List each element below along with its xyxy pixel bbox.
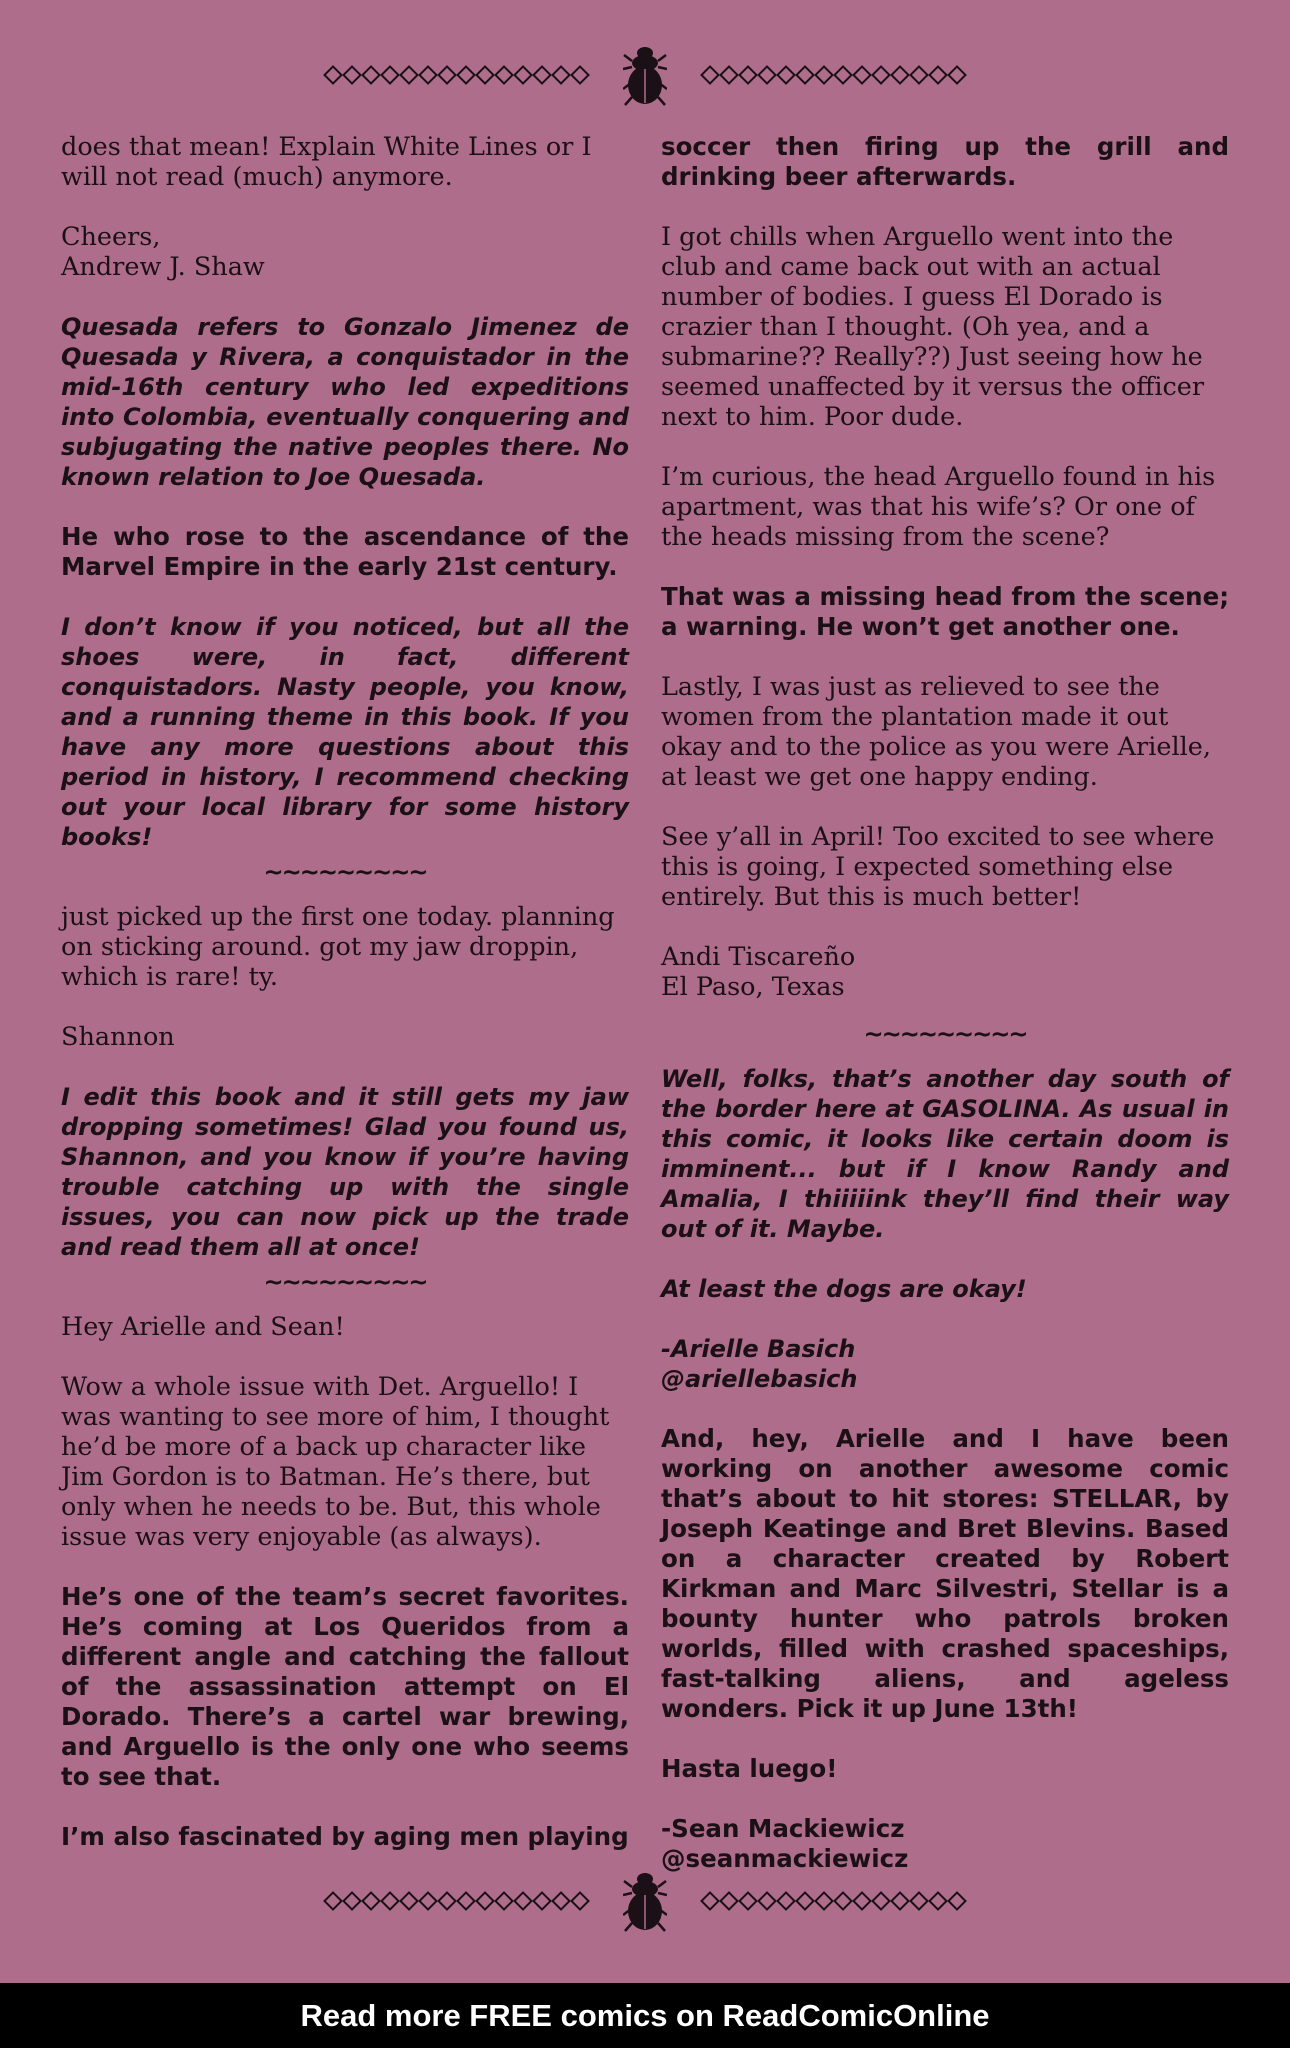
editor-reply: Quesada refers to Gonzalo Jimenez de Quesada y Rivera, a conquistador in the mid-16th century who led expeditions into Colombia, eventually conquering and subjugating the native peoples there. No known relation to Joe Quesada.	[61, 313, 629, 491]
bottom-ornament	[0, 1856, 1290, 1946]
editor-reply: Hasta luego!	[661, 1754, 838, 1783]
editor-reply: And, hey, Arielle and I have been working on another awesome comic that’s about to hit stores: STELLAR, by Joseph Keatinge and Bret Blevins. Based on a character created by Robert Kirkman and Marc Silvestri, Stellar is a bounty hunter who patrols broken worlds, filled with crashed spaceships, fast-talking aliens, and ageless wonders. Pick it up June 13th!	[661, 1424, 1229, 1723]
promo-banner-text[interactable]: Read more FREE comics on ReadComicOnline	[300, 1997, 990, 2033]
letter-text: I’m curious, the head Arguello found in his apartment, was that his wife’s? Or one of the heads missing from the scene?	[661, 462, 1216, 552]
diamond-chain-left	[324, 1894, 589, 1908]
editor-handle: @seanmackiewicz	[661, 1844, 909, 1873]
editor-reply: At least the dogs are okay!	[661, 1275, 1027, 1303]
letter-text: just picked up the first one today. planning on sticking around. got my jaw droppin, which is rare! ty.	[61, 902, 615, 992]
section-separator: ~~~~~~~~~	[863, 1020, 1027, 1048]
letter-author: Shannon	[61, 1022, 175, 1052]
letter-text: See y’all in April! Too excited to see where this is going, I expected something else entirely. But this is much better!	[661, 822, 1215, 912]
section-separator: ~~~~~~~~~	[263, 858, 427, 886]
left-column	[61, 132, 629, 1882]
editor-reply: He’s one of the team’s secret favorites. He’s coming at Los Queridos from a different angle and catching the fallout of the assassination attempt on El Dorado. There’s a cartel war brewing, and Arguello is the only one who seems to see that.	[61, 1582, 629, 1791]
letter-signoff: Cheers,	[61, 222, 161, 252]
editor-reply: He who rose to the ascendance of the Marvel Empire in the early 21st century.	[61, 522, 629, 581]
editor-reply: I’m also fascinated by aging men playing	[61, 1822, 629, 1851]
editor-signature: -Arielle Basich	[661, 1335, 856, 1363]
top-ornament	[0, 30, 1290, 120]
letter-text: Wow a whole issue with Det. Arguello! I was wanting to see more of him, I thought he’d be more of a back up character like Jim Gordon is to Batman. He’s there, but only when he needs to be. But, this whole issue was very enjoyable (as always).	[61, 1372, 610, 1552]
editor-reply: soccer then firing up the grill and drinking beer afterwards.	[661, 132, 1229, 191]
editor-reply: I don’t know if you noticed, but all the shoes were, in fact, different conquistadors. Nasty people, you know, and a running theme in this book. If you have any more questions about this period in history, I recommend checking out your local library for some history books!	[61, 613, 629, 851]
editor-handle: @ariellebasich	[661, 1365, 858, 1393]
promo-banner[interactable]	[0, 1983, 1290, 2048]
scarab-beetle-icon	[623, 1869, 667, 1933]
diamond-chain-right	[701, 1894, 966, 1908]
editor-reply: Well, folks, that’s another day south of the border here at GASOLINA. As usual in this comic, it looks like certain doom is imminent... but if I know Randy and Amalia, I thiiiiink they’ll find their way out of it. Maybe.	[661, 1065, 1229, 1243]
letter-author: Andrew J. Shaw	[61, 252, 265, 282]
editor-signature: -Sean Mackiewicz	[661, 1814, 905, 1843]
scarab-beetle-icon	[623, 43, 667, 107]
section-separator: ~~~~~~~~~	[263, 1268, 427, 1296]
letter-text: I got chills when Arguello went into the club and came back out with an actual number of bodies. I guess El Dorado is crazier than I thought. (Oh yea, and a submarine?? Really??) Just seeing how he seemed unaffected by it versus the officer next to him. Poor dude.	[661, 222, 1205, 432]
letter-location: El Paso, Texas	[661, 972, 845, 1002]
diamond-chain-right	[701, 68, 966, 82]
editor-reply: I edit this book and it still gets my jaw dropping sometimes! Glad you found us, Shannon, and you know if you’re having trouble catching up with the single issues, you can now pick up the trade and read them all at once!	[61, 1083, 629, 1261]
editor-reply: That was a missing head from the scene; a warning. He won’t get another one.	[661, 582, 1229, 641]
letter-text: Lastly, I was just as relieved to see the women from the plantation made it out okay and to the police as you were Arielle, at least we get one happy ending.	[661, 672, 1211, 792]
diamond-chain-left	[324, 68, 589, 82]
letter-greeting: Hey Arielle and Sean!	[61, 1312, 345, 1342]
right-column	[661, 132, 1229, 1904]
letter-text: does that mean! Explain White Lines or I will not read (much) anymore.	[61, 132, 592, 192]
letter-author: Andi Tiscareño	[661, 942, 856, 972]
